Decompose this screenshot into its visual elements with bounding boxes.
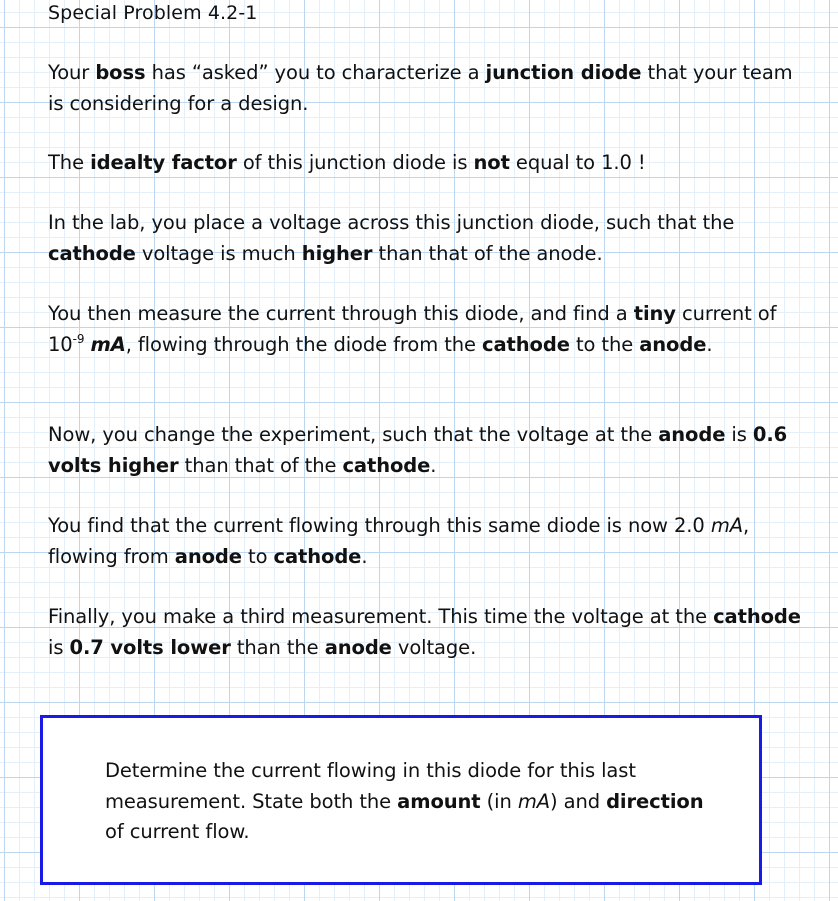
text-run: Now, you change the experiment, such that the voltage at the bbox=[48, 423, 659, 446]
text-run: voltage. bbox=[391, 635, 477, 659]
emphasis-amount: amount bbox=[397, 789, 481, 813]
text-run: voltage is much bbox=[135, 241, 302, 265]
emphasis-direction: direction bbox=[606, 789, 704, 813]
text-run: of current flow. bbox=[105, 820, 250, 843]
emphasis-cathode: cathode bbox=[713, 605, 801, 628]
text-run: (in bbox=[480, 789, 518, 813]
emphasis-boss: boss bbox=[95, 61, 146, 84]
paragraph-second-measurement bbox=[48, 511, 808, 572]
emphasis-cathode: cathode bbox=[342, 453, 431, 477]
emphasis-ideality-factor: idealty factor bbox=[90, 151, 237, 174]
text-run: Your bbox=[48, 61, 96, 84]
emphasis-cathode: cathode bbox=[48, 241, 136, 265]
emphasis-higher: higher bbox=[301, 241, 373, 265]
text-run: The bbox=[48, 151, 91, 174]
paragraph-intro bbox=[48, 58, 808, 119]
task-box bbox=[40, 715, 762, 885]
text-run: is bbox=[725, 423, 753, 446]
text-run: Determine the current flowing in this diode for this last measurement. State both the bbox=[105, 759, 636, 813]
emphasis-tiny: tiny bbox=[633, 302, 676, 325]
emphasis-anode: anode bbox=[324, 635, 392, 659]
emphasis-anode: anode bbox=[174, 544, 242, 568]
emphasis-anode: anode bbox=[639, 332, 707, 356]
text-run: than the bbox=[230, 635, 325, 659]
text-run: Finally, you make a third measurement. This time the voltage at the bbox=[48, 605, 714, 628]
text-run: equal to 1.0 ! bbox=[509, 151, 646, 174]
text-run: , flowing through the diode from the bbox=[125, 332, 483, 356]
emphasis-voltage-higher: 0.6 volts higher bbox=[48, 423, 788, 477]
text-run: that your team is considering for a design. bbox=[48, 61, 793, 115]
paragraph-first-setup bbox=[48, 208, 808, 269]
task-statement bbox=[105, 756, 725, 848]
emphasis-cathode: cathode bbox=[482, 332, 570, 356]
text-run: . bbox=[361, 544, 368, 568]
paragraph-second-setup bbox=[48, 420, 808, 481]
emphasis-junction-diode: junction diode bbox=[485, 61, 642, 84]
paragraph-third-measurement bbox=[48, 602, 808, 663]
emphasis-voltage-lower: 0.7 volts lower bbox=[69, 635, 231, 659]
text-run: has “asked” you to characterize a bbox=[145, 61, 486, 84]
text-run: You then measure the current through this diode, and find a bbox=[48, 302, 634, 325]
text-run: ) and bbox=[549, 789, 607, 813]
text-run: is bbox=[48, 635, 70, 659]
text-run: than that of the bbox=[178, 453, 343, 477]
emphasis-not: not bbox=[473, 151, 510, 174]
text-run: of this junction diode is bbox=[236, 151, 474, 174]
unit-ma: mA bbox=[710, 514, 743, 537]
text-run: to bbox=[241, 544, 274, 568]
text-run: In the lab, you place a voltage across this junction diode, such that the bbox=[48, 211, 735, 234]
text-run: . bbox=[430, 453, 437, 477]
paragraph-ideality bbox=[48, 148, 808, 179]
text-run: . bbox=[706, 332, 713, 356]
paragraph-first-measurement bbox=[48, 299, 808, 360]
text-run: , flowing from bbox=[48, 514, 750, 568]
unit-ma: mA bbox=[517, 789, 550, 813]
exponent: -9 bbox=[72, 331, 85, 346]
text-run: than that of the anode. bbox=[372, 241, 603, 265]
text-run: current of 10 bbox=[48, 302, 777, 356]
unit-ma: mA bbox=[90, 332, 126, 356]
emphasis-anode: anode bbox=[658, 423, 726, 446]
text-run: to the bbox=[569, 332, 640, 356]
problem-title: Special Problem 4.2-1 bbox=[48, 2, 258, 24]
text-run: You find that the current flowing through this same diode is now 2.0 bbox=[48, 514, 711, 537]
emphasis-cathode: cathode bbox=[273, 544, 362, 568]
